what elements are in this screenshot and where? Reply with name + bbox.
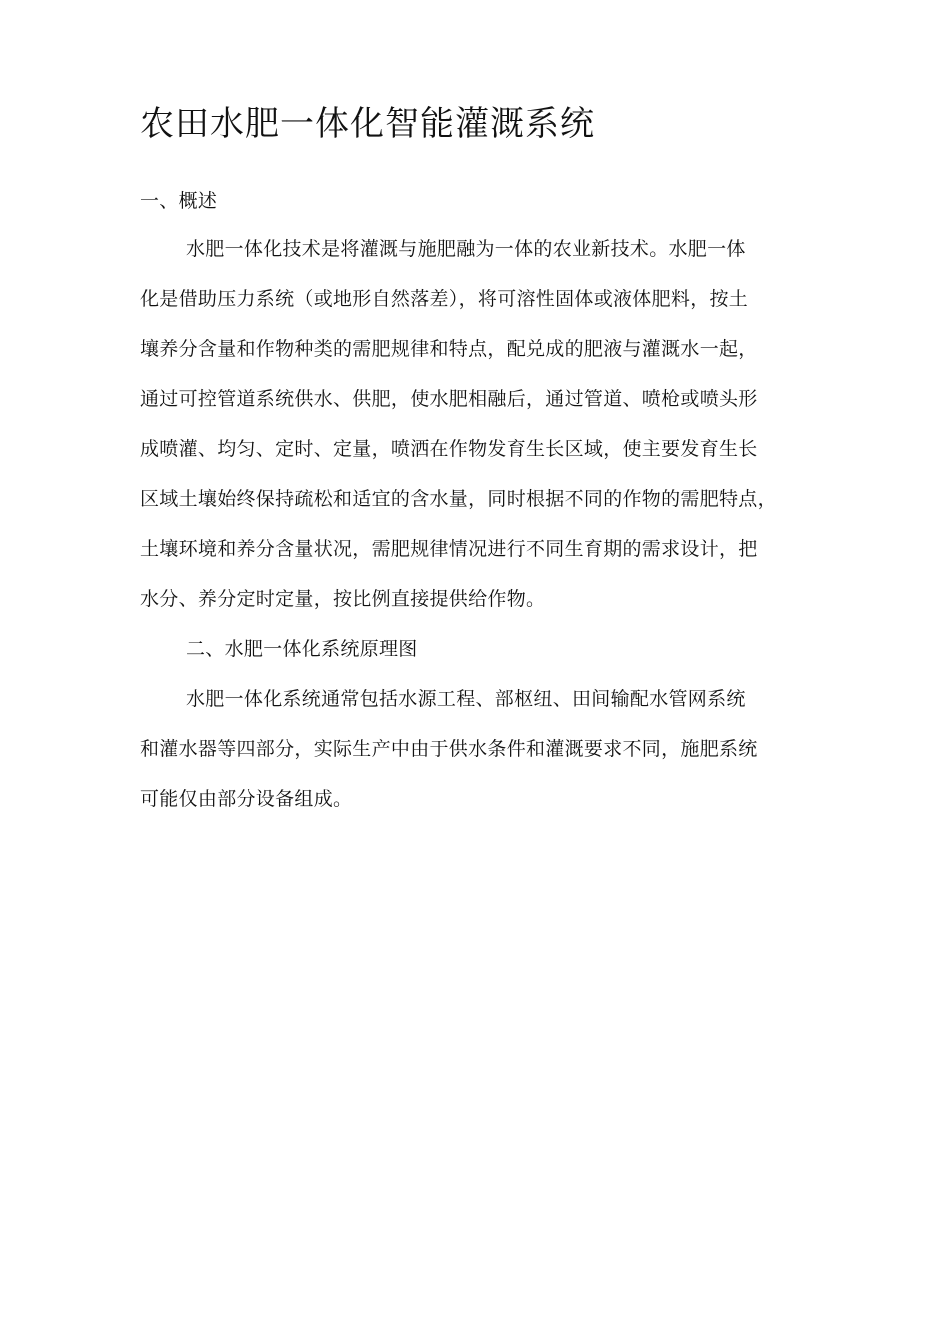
paragraph-line: 和灌水器等四部分，实际生产中由于供水条件和灌溉要求不同，施肥系统 <box>140 738 758 760</box>
paragraph-line: 壤养分含量和作物种类的需肥规律和特点，配兑成的肥液与灌溉水一起， <box>140 338 758 360</box>
paragraph-line: 水肥一体化系统通常包括水源工程、部枢纽、田间输配水管网系统 <box>186 688 746 710</box>
paragraph-line: 成喷灌、均匀、定时、定量，喷洒在作物发育生长区域，使主要发育生长 <box>140 438 758 460</box>
section-1-heading: 一、概述 <box>140 190 218 212</box>
section-2-heading: 二、水肥一体化系统原理图 <box>186 638 418 660</box>
paragraph-line: 可能仅由部分设备组成。 <box>140 788 353 810</box>
paragraph-line: 水肥一体化技术是将灌溉与施肥融为一体的农业新技术。水肥一体 <box>186 238 746 260</box>
document-title: 农田水肥一体化智能灌溉系统 <box>140 104 595 144</box>
paragraph-line: 土壤环境和养分含量状况，需肥规律情况进行不同生育期的需求设计，把 <box>140 538 758 560</box>
paragraph-line: 化是借助压力系统（或地形自然落差），将可溶性固体或液体肥料，按土 <box>140 288 749 310</box>
paragraph-line: 水分、养分定时定量，按比例直接提供给作物。 <box>140 588 546 610</box>
paragraph-line: 区域土壤始终保持疏松和适宜的含水量，同时根据不同的作物的需肥特点， <box>140 488 777 510</box>
paragraph-line: 通过可控管道系统供水、供肥，使水肥相融后，通过管道、喷枪或喷头形 <box>140 388 758 410</box>
